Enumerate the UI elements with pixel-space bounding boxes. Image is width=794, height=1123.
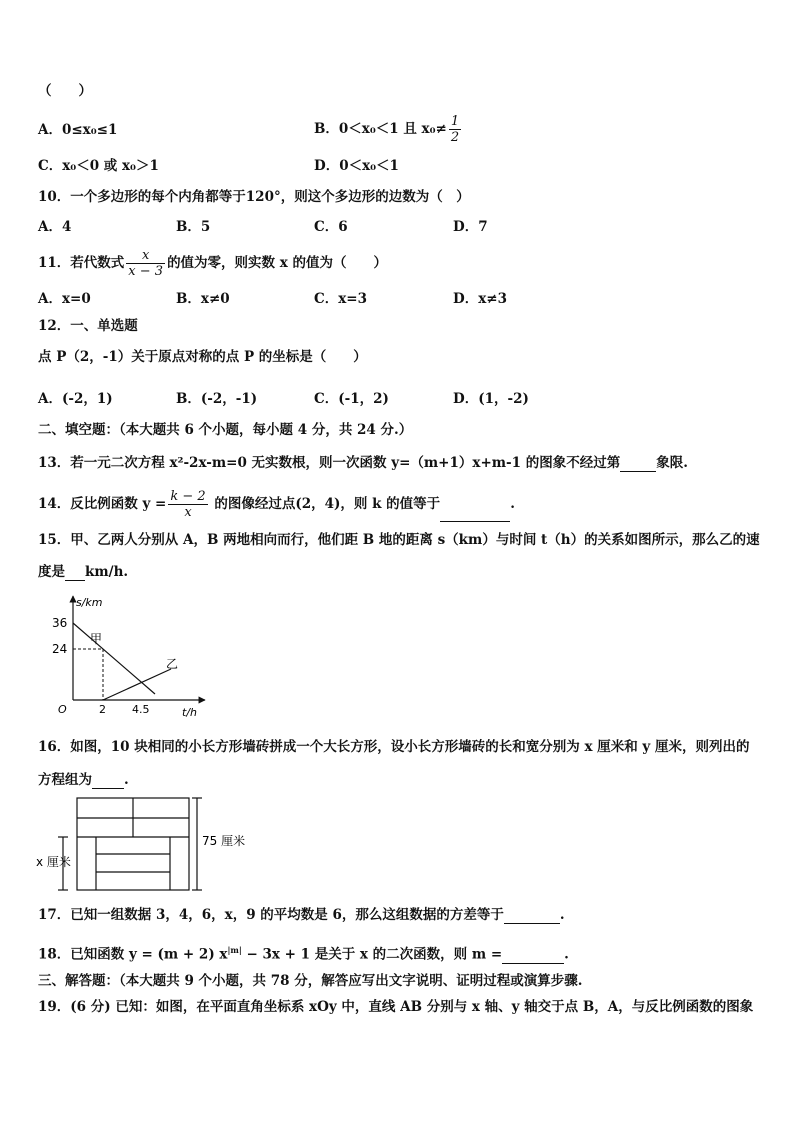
answer-blank — [440, 485, 510, 522]
q11-option-c: C．x=3 — [314, 291, 367, 307]
brick-wall-figure — [30, 790, 250, 900]
q9-option-c: C．x₀＜0 或 x₀＞1 — [38, 158, 159, 174]
q11-stem-start: 11．若代数式 — [38, 255, 125, 271]
q14-stem-mid: 的图像经过点(2，4)，则 k 的值等于 — [214, 496, 441, 512]
fraction-denominator: x − 3 — [128, 264, 164, 279]
q18-stem-mid: − 3x + 1 是关于 x 的二次函数，则 m = — [241, 946, 503, 963]
height-label: 75 厘米 — [202, 834, 246, 848]
q13-stem-end: 象限. — [656, 455, 688, 471]
fraction-denominator: 2 — [450, 130, 460, 145]
q14-stem — [38, 485, 515, 522]
q16-line-1: 16．如图，10 块相同的小长方形墙砖拼成一个大长方形，设小长方形墙砖的长和宽分别为 x 厘米和 y 厘米，则列出的 — [38, 739, 750, 755]
series-yi-line — [103, 669, 171, 700]
section-3-heading: 三、解答题：（本大题共 9 个小题，共 78 分，解答应写出文字说明、证明过程或演算步骤. — [38, 973, 583, 989]
q11-option-d: D．x≠3 — [453, 291, 507, 307]
q10-option-b: B．5 — [176, 219, 211, 235]
fraction-denominator: x — [184, 505, 192, 520]
answer-blank — [92, 770, 124, 789]
q18-stem — [38, 941, 569, 964]
fraction-numerator: x — [126, 248, 165, 264]
q12-option-c: C．(-1，2) — [314, 391, 389, 407]
q15-line-2 — [38, 562, 128, 581]
exponent: |m| — [227, 945, 242, 955]
y-axis-label: s/km — [76, 596, 103, 609]
q12-heading: 12．一、单选题 — [38, 318, 138, 334]
q16-line-2-end: . — [124, 772, 129, 788]
q12-option-b: B．(-2，-1) — [176, 391, 258, 407]
answer-blank — [502, 945, 564, 964]
q12-option-a: A．(-2，1) — [38, 391, 113, 407]
x-tick-4-5: 4.5 — [132, 703, 150, 716]
q14-stem-end: . — [510, 496, 515, 512]
origin-label: O — [58, 703, 67, 716]
y-tick-24: 24 — [52, 642, 68, 656]
q18-stem-end: . — [564, 946, 569, 963]
series-yi-label: 乙 — [166, 657, 179, 671]
x-tick-2: 2 — [99, 703, 106, 716]
answer-blank — [65, 562, 85, 581]
q10-option-a: A．4 — [38, 219, 72, 235]
q18-stem-start: 18．已知函数 y = (m + 2) x — [38, 946, 228, 963]
q11-stem-end: 的值为零，则实数 x 的值为（ ） — [167, 255, 388, 271]
q17-stem-start: 17．已知一组数据 3，4，6，x，9 的平均数是 6，那么这组数据的方差等于 — [38, 907, 504, 923]
series-jia-line — [73, 623, 155, 694]
series-jia-label: 甲 — [90, 632, 103, 646]
q17-stem-end: . — [559, 907, 565, 923]
q12-option-d: D．(1，-2) — [453, 391, 529, 407]
q9-option-d: D．0＜x₀＜1 — [314, 158, 399, 174]
q19-stem: 19．(6 分) 已知：如图，在平面直角坐标系 xOy 中，直线 AB 分别与 x 轴、y 轴交于点 B，A，与反比例函数的图象 — [38, 999, 754, 1015]
q9-option-a: A．0≤x₀≤1 — [38, 122, 118, 138]
side-label: x 厘米 — [36, 855, 71, 869]
q15-line-2-end: km/h. — [85, 564, 129, 580]
fraction — [126, 248, 165, 279]
q9-stem: （ ） — [38, 83, 92, 99]
q13-stem — [38, 453, 688, 472]
q9-option-b-text: B．0＜x₀＜1 且 x₀≠ — [314, 121, 447, 137]
q13-stem-start: 13．若一元二次方程 x²-2x-m=0 无实数根，则一次函数 y=（m+1）x+m-1 的图象不经过第 — [38, 455, 621, 471]
q11-option-b: B．x≠0 — [176, 291, 230, 307]
q15-line-1: 15．甲、乙两人分别从 A，B 两地相向而行，他们距 B 地的距离 s（km）与时间 t（h）的关系如图所示，那么乙的速 — [38, 532, 760, 548]
q17-stem — [38, 905, 565, 924]
x-axis-label: t/h — [182, 706, 197, 719]
q9-option-b — [314, 110, 463, 148]
fraction-numerator: 1 — [450, 114, 460, 129]
q10-stem: 10．一个多边形的每个内角都等于120°，则这个多边形的边数为（ ） — [38, 189, 470, 205]
q16-line-2 — [38, 770, 129, 789]
section-2-heading: 二、填空题：（本大题共 6 个小题，每小题 4 分，共 24 分.） — [38, 422, 413, 438]
answer-blank — [504, 905, 560, 924]
q10-option-d: D．7 — [453, 219, 488, 235]
distance-time-chart — [40, 590, 215, 722]
q11-stem — [38, 245, 387, 281]
fraction — [449, 114, 461, 145]
q15-line-2-start: 度是 — [38, 564, 65, 580]
y-tick-36: 36 — [52, 616, 68, 630]
q11-option-a: A．x=0 — [38, 291, 91, 307]
q14-stem-start: 14．反比例函数 y = — [38, 496, 167, 512]
q10-option-c: C．6 — [314, 219, 348, 235]
q16-line-2-start: 方程组为 — [38, 772, 92, 788]
answer-blank — [620, 453, 656, 472]
q12-stem: 点 P（2，-1）关于原点对称的点 P 的坐标是（ ） — [38, 349, 367, 365]
fraction-numerator: k − 2 — [170, 489, 206, 504]
fraction — [168, 489, 207, 520]
